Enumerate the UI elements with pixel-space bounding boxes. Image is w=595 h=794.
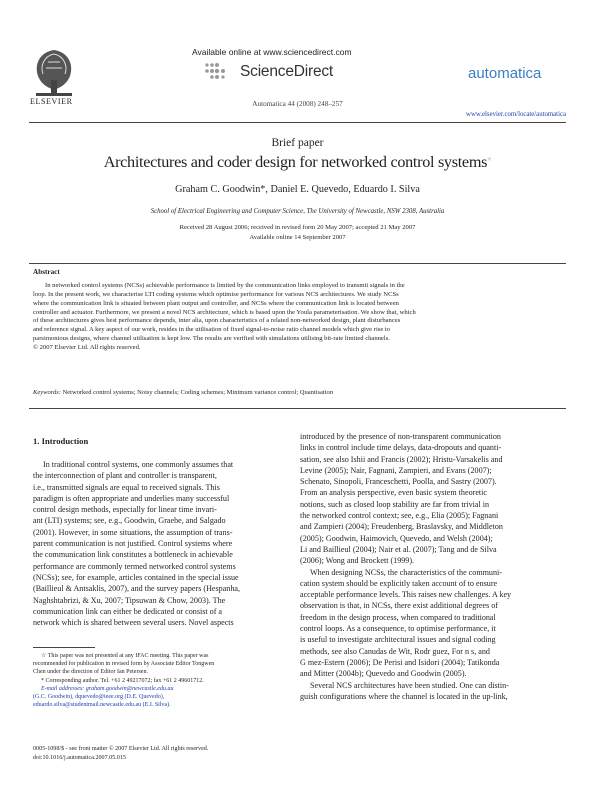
keywords-list: Networked control systems; Noisy channels; Coding schemes; Minimum variance control; Quantisation — [62, 389, 333, 396]
text-line: Schenato, Sinopoli, Franceschetti, Poolla, and Sastry (2007). — [300, 477, 497, 487]
footnote-line: * Corresponding author. Tel. +61 2 49217072; fax +61 2 49601712. — [41, 677, 204, 684]
footnotes — [33, 652, 288, 709]
text-line: In traditional control systems, one commonly assumes that — [43, 460, 234, 469]
journal-url-link[interactable]: www.elsevier.com/locate/automatica — [466, 111, 566, 118]
text-line: and Mitter (2004b); Quevedo and Goodwin (2005). — [300, 669, 467, 679]
text-line: When designing NCSs, the characteristics of the communi- — [310, 567, 502, 577]
text-line: (2006); Wong and Brockett (1999). — [300, 556, 415, 566]
paper-title-text: Architectures and coder design for networked control systems — [103, 153, 488, 171]
received-dates: Received 28 August 2006; received in revised form 20 May 2007; accepted 21 May 2007 — [179, 224, 416, 231]
sciencedirect-dots-icon — [203, 60, 235, 82]
abstract-line: loop. In the present work, we characterise LTI coding systems which optimise performance for various NCS architectures. We study NCSs — [33, 290, 399, 298]
text-line: the interconnection of plant and controller is transparent, — [33, 471, 217, 481]
abstract-body — [33, 282, 563, 353]
text-line: guish configurations where the channel is located in the up-link, — [300, 691, 508, 701]
paper-title — [0, 153, 595, 172]
text-line: and Zampieri (2004); Freudenberg, Braslavsky, and Middleton — [300, 522, 503, 532]
issn-line: 0005-1098/$ - see front matter © 2007 Elsevier Ltd. All rights reserved. — [33, 746, 209, 752]
text-line: observation is that, in NCSs, there exist additional degrees of — [300, 601, 499, 611]
available-online-text: Available online at www.sciencedirect.com — [192, 47, 352, 57]
sciencedirect-logo: ScienceDirect — [240, 63, 334, 80]
abstract-heading: Abstract — [33, 268, 60, 276]
text-line: the communication link constitutes a bottleneck in achievable — [33, 550, 233, 560]
abstract-line: where the communication link is situated between plant output and controller, and NCSs where the communication link is located between — [33, 299, 399, 307]
paper-type: Brief paper — [271, 137, 324, 149]
abstract-line: and reference signal. A key aspect of our work, resides in the utilisation of fixed signal-to-noise ratio channel models which give rise to — [33, 326, 391, 334]
publisher-name: ELSEVIER — [30, 97, 73, 106]
text-line: performance are commonly termed networked control systems — [33, 561, 236, 571]
text-line: parent communication is not justified. Control systems where — [33, 539, 233, 549]
abstract-bottom-divider — [29, 408, 566, 409]
text-line: i.e., transmitted signals are equal to received signals. This — [33, 482, 220, 492]
text-line: notions, such as closed loop stability are far from trivial in — [300, 499, 490, 509]
text-line: ant (LTI) systems; see, e.g., Goodwin, Graebe, and Salgado — [33, 516, 226, 526]
text-line: Li and Baillieul (2004); Nair et al. (2007); Tang and de Silva — [300, 544, 497, 554]
abstract-line: of these architectures gives best performance depends, inter alia, upon characteristics of a related non-networked design, plant disturbances — [33, 317, 401, 325]
text-line: (Baillieul & Antsaklis, 2007), and the survey papers (Hespanha, — [33, 584, 241, 594]
footnote-line: recommended for publication in revised form by Associate Editor Tongwen — [33, 661, 215, 668]
text-line: is useful to investigate architectural issues and signal coding — [300, 635, 496, 645]
text-line: Levine (2005); Nair, Fagnani, Zampieri, and Evans (2007); — [300, 465, 492, 475]
text-line: paradigm is often appropriate and underlies many successful — [33, 493, 230, 503]
text-line: (2005); Goodwin, Haimovich, Quevedo, and Welsh (2004); — [300, 533, 493, 543]
text-line: From an analysis perspective, even basic system theoretic — [300, 488, 487, 498]
text-line: methods, see also Canudas de Wit, Rodr guez, For n s, and — [300, 646, 490, 656]
keywords-label: Keywords: — [33, 389, 61, 396]
copyright-block — [33, 745, 288, 763]
right-column-text — [300, 431, 561, 702]
text-line: sation, see also Ishii and Francis (2002); Hristu-Varsakelis and — [300, 454, 503, 464]
footnote-email-line[interactable]: (G.C. Goodwin), dquevedo@ieee.org (D.E. Quevedo), — [33, 694, 165, 701]
abstract-line: controller and actuator. Furthermore, we present a novel NCS architecture, which is based upon the Youla parameterisation. We show that, which — [33, 308, 416, 316]
footnote-email-line[interactable]: E-mail addresses: graham.goodwin@newcastle.edu.au — [41, 685, 174, 692]
journal-brand-logo: automatica — [468, 65, 542, 82]
left-column-text — [33, 459, 288, 628]
abstract-line: parsimonious designs, where channel utilisation is kept low. The results are verified with simulations utilising bit-rate limited channels. — [33, 335, 390, 343]
keywords — [33, 389, 563, 396]
text-line: control loops. As a consequence, to optimise performance, it — [300, 624, 496, 634]
text-line: G mez-Estern (2006); De Perisi and Isidori (2004); Tatikonda — [300, 657, 500, 667]
text-line: links in control include time delays, data-dropouts and quanti- — [300, 443, 502, 453]
elsevier-tree-logo — [30, 46, 78, 98]
text-line: (2001). However, in some situations, the assumption of trans- — [33, 527, 233, 537]
journal-citation: Automatica 44 (2008) 248–257 — [252, 100, 343, 108]
text-line: cation system should be explicitly taken account of to ensure — [300, 578, 498, 588]
text-line: acceptable performance levels. This raises new challenges. A key — [300, 590, 512, 600]
title-footnote-mark[interactable]: ☆ — [487, 157, 492, 163]
available-online-date: Available online 14 September 2007 — [249, 234, 346, 241]
author-list: Graham C. Goodwin*, Daniel E. Quevedo, Eduardo I. Silva — [175, 184, 420, 195]
text-line: communication link can either be dedicated or consist of a — [33, 606, 223, 616]
footnote-divider — [33, 647, 95, 648]
text-line: Naghshtabrizi, & Xu, 2007; Tipsuwan & Chow, 2003). The — [33, 595, 226, 605]
footnote-line: ☆ This paper was not presented at any IFAC meeting. This paper was — [41, 653, 209, 659]
footnote-email-line[interactable]: eduardo.silva@studentmail.newcastle.edu.au (E.I. Silva). — [33, 702, 171, 709]
doi-line: doi:10.1016/j.automatica.2007.05.015 — [33, 755, 126, 762]
text-line: freedom in the design process, when compared to traditional — [300, 612, 496, 622]
text-line: (NCSs); see, for example, articles contained in the special issue — [33, 572, 239, 582]
text-line: network which is shared between several users. Novel aspects — [33, 618, 234, 628]
abstract-line: In networked control systems (NCSs) achievable performance is limited by the communication links employed to transmit signals in the — [45, 282, 405, 289]
text-line: the networked control context; see, e.g., Elia (2005); Fagnani — [300, 511, 499, 521]
text-line: Several NCS architectures have been studied. One can distin- — [310, 680, 509, 690]
text-line: control design methods, especially for linear time invari- — [33, 505, 217, 515]
text-line: introduced by the presence of non-transparent communication — [300, 432, 501, 441]
abstract-top-divider — [29, 263, 566, 264]
section-heading-introduction: 1. Introduction — [33, 436, 89, 446]
footnote-line: Chen under the direction of Editor Ian Petersen. — [33, 669, 148, 676]
header-divider — [29, 122, 566, 123]
abstract-copyright: © 2007 Elsevier Ltd. All rights reserved. — [33, 343, 141, 351]
affiliation: School of Electrical Engineering and Computer Science, The University of Newcastle, NSW 2308, Australia — [150, 208, 445, 215]
